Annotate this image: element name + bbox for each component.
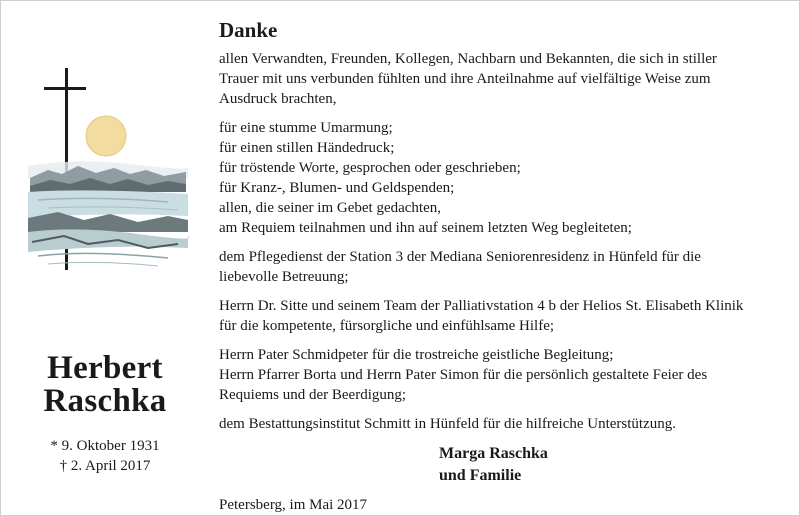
deceased-last-name: Raschka [43, 383, 167, 419]
paragraph [219, 247, 789, 287]
paragraph [219, 49, 789, 109]
letter-body [219, 18, 789, 515]
text-line: Requiems und der Beerdigung; [219, 387, 407, 403]
text-line: dem Bestattungsinstitut Schmitt in Hünfeld für die hilfreiche Unterstützung. [219, 416, 677, 432]
text-line: Ausdruck brachten, [219, 91, 337, 107]
paragraph [219, 345, 789, 405]
text-line: allen Verwandten, Freunden, Kollegen, Nachbarn und Bekannten, die sich in stiller [219, 51, 717, 67]
death-date: † 2. April 2017 [59, 458, 151, 474]
signature-family: und Familie [439, 467, 522, 484]
place-date: Petersberg, im Mai 2017 [219, 497, 368, 513]
deceased-first-name: Herbert [47, 350, 163, 386]
paragraph [219, 118, 789, 238]
text-line: für Kranz-, Blumen- und Geldspenden; [219, 180, 455, 196]
text-line: für einen stillen Händedruck; [219, 140, 395, 156]
deceased-name [0, 352, 210, 418]
text-line: Trauer mit uns verbunden fühlten und ihre Anteilnahme auf vielfältige Weise zum [219, 71, 711, 87]
cross-sun-landscape-icon [18, 66, 198, 276]
text-line: Herrn Pfarrer Borta und Herrn Pater Simon für die persönlich gestaltete Feier des [219, 367, 708, 383]
text-line: liebevolle Betreuung; [219, 269, 349, 285]
paragraph [219, 296, 789, 336]
signature [439, 443, 789, 487]
text-line: allen, die seiner im Gebet gedachten, [219, 200, 441, 216]
paragraph [219, 414, 789, 434]
text-line: für die kompetente, fürsorgliche und einfühlsame Hilfe; [219, 318, 555, 334]
signature-name: Marga Raschka [439, 445, 548, 462]
left-column [0, 0, 210, 516]
life-dates [0, 436, 210, 476]
text-line: für eine stumme Umarmung; [219, 120, 393, 136]
text-line: für tröstende Worte, gesprochen oder geschrieben; [219, 160, 521, 176]
letter-heading: Danke [219, 18, 278, 42]
birth-date: * 9. Oktober 1931 [50, 438, 160, 454]
text-line: Herrn Pater Schmidpeter für die trostreiche geistliche Begleitung; [219, 347, 614, 363]
text-line: dem Pflegedienst der Station 3 der Mediana Seniorenresidenz in Hünfeld für die [219, 249, 701, 265]
text-line: am Requiem teilnahmen und ihn auf seinem letzten Weg begleiteten; [219, 220, 632, 236]
text-line: Herrn Dr. Sitte und seinem Team der Palliativstation 4 b der Helios St. Elisabeth Klinik [219, 298, 744, 314]
